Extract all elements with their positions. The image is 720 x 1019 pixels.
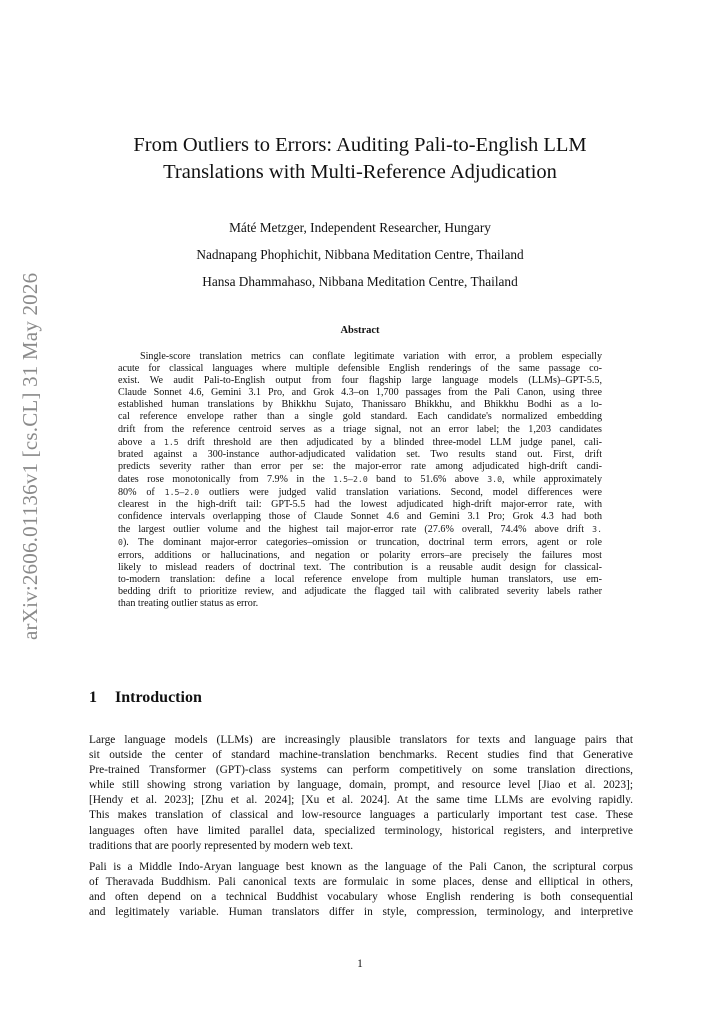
section-heading-introduction bbox=[89, 689, 202, 707]
page-number: 1 bbox=[357, 958, 363, 970]
paragraph-line: Pre-trained Transformer (GPT)-class systems can perform competitively on some translation directions, bbox=[89, 764, 633, 777]
paper-title bbox=[90, 132, 630, 186]
abstract-line: dates rose monotonically from 7.9% in the 1.5–2.0 band to 51.6% above 3.0, while approximately bbox=[118, 473, 603, 485]
abstract-line: clearest in the high-drift tail: GPT-5.5 had the lowest adjudicated high-drift major-error rate, with bbox=[118, 499, 602, 511]
code-value: 3.0 bbox=[487, 473, 503, 484]
intro-paragraph bbox=[89, 860, 633, 920]
abstract-heading: Abstract bbox=[340, 325, 380, 336]
paragraph-line: languages often have limited parallel data, specialized terminology, historical registers, and interpretive bbox=[89, 824, 633, 837]
abstract-line: Single-score translation metrics can conflate legitimate variation with error, a problem especially bbox=[140, 351, 602, 362]
abstract-line: drift from the reference centroid serves as a triage signal, not an error label; the 1,203 candidates bbox=[118, 423, 602, 435]
code-value: 1.5–2.0 bbox=[164, 487, 200, 498]
code-value: 1.5 bbox=[163, 436, 179, 447]
abstract-line: above a 1.5 drift threshold are then adjudicated by a blinded three-model LLM judge panel, cali- bbox=[118, 436, 602, 448]
author-line: Hansa Dhammahaso, Nibbana Meditation Centre, Thailand bbox=[202, 274, 518, 289]
paragraph-line: and often depend on a technical Buddhist vocabulary whose English rendering is both consequential bbox=[89, 891, 633, 904]
abstract-line: 80% of 1.5–2.0 outliers were judged valid translation variations. Second, model differences were bbox=[118, 487, 602, 499]
abstract-line: acute for classical languages where multiple defensible English renderings of the same passage co- bbox=[118, 363, 602, 375]
code-value: 0 bbox=[118, 537, 123, 548]
paragraph-line: and legitimately variable. Human translators differ in style, compression, terminology, and interpretive bbox=[89, 906, 633, 919]
abstract-line: cal reference envelope rather than a single gold standard. Each candidate's normalized embedding bbox=[118, 411, 602, 423]
paragraph-line: This makes translation of classical and low-resource languages a particularly important test case. These bbox=[89, 809, 633, 822]
title-line: Translations with Multi-Reference Adjudication bbox=[163, 161, 557, 183]
abstract-line: than treating outlier status as error. bbox=[118, 597, 259, 609]
arxiv-identifier-stamp: arXiv:2606.01136v1 [cs.CL] 31 May 2026 bbox=[18, 272, 42, 640]
abstract-line: established human translations by Bhikkhu Sujato, Thanissaro Bhikkhu, and Bhikkhu Bodhi as a lo- bbox=[118, 399, 602, 411]
abstract-line: Claude Sonnet 4.6, Gemini 3.1 Pro, and Grok 4.3–on 1,700 passages from the Pali Canon, using three bbox=[118, 387, 602, 399]
abstract-line: bedding drift to prioritize review, and adjudicate the flagged tail with calibrated severity labels rather bbox=[118, 585, 602, 597]
abstract-body bbox=[118, 351, 602, 610]
title-line: From Outliers to Errors: Auditing Pali-to-English LLM bbox=[133, 134, 587, 156]
abstract-line: errors, additions or hallucinations, and negation or polarity errors–are precisely the failures most bbox=[118, 549, 602, 561]
abstract-line: likely to mislead readers of doctrinal text. The contribution is a reusable audit design for classical- bbox=[118, 561, 602, 573]
paragraph-line: Large language models (LLMs) are increasingly plausible translators for texts and language pairs that bbox=[89, 734, 633, 746]
code-value: 3. bbox=[592, 524, 602, 535]
section-number: 1 bbox=[89, 689, 97, 706]
paragraph-line: traditions that are poorly represented by modern web text. bbox=[89, 839, 354, 852]
section-title: Introduction bbox=[115, 689, 202, 706]
code-value: 1.5–2.0 bbox=[333, 473, 368, 484]
abstract-line: 0). The dominant major-error categories–omission or truncation, doctrinal term errors, agent or role bbox=[118, 537, 602, 549]
abstract-line: predicts severity rather than error per se: the major-error rate among adjudicated high-drift candi- bbox=[118, 460, 602, 472]
abstract-line: confidence intervals overlapping those of Claude Sonnet 4.6 and Gemini 3.1 Pro; Grok 4.3 had both bbox=[118, 511, 602, 523]
author-line: Máté Metzger, Independent Researcher, Hungary bbox=[229, 220, 491, 235]
intro-paragraph bbox=[89, 733, 633, 854]
author-line: Nadnapang Phophichit, Nibbana Meditation Centre, Thailand bbox=[196, 247, 524, 262]
abstract-line: the largest outlier volume and the highest tail major-error rate (27.6% overall, 74.4% above drift 3. bbox=[118, 524, 602, 536]
paragraph-line: while still showing strong variation by language, domain, prompt, and resource level [Jiao et al. 2023]; bbox=[89, 779, 633, 792]
abstract-line: to-modern translation: define a local reference envelope from multiple human translators, use em- bbox=[118, 573, 602, 585]
paragraph-line: sit outside the center of standard machine-translation benchmarks. Recent studies find that Generative bbox=[89, 749, 633, 762]
abstract-line: exist. We audit Pali-to-English output from four flagship large language models (LLMs)–GPT-5.5, bbox=[118, 375, 602, 387]
paragraph-line: [Hendy et al. 2023]; [Zhu et al. 2024]; [Xu et al. 2024]. At the same time LLMs are evolving rapidly. bbox=[89, 794, 633, 807]
paragraph-line: Pali is a Middle Indo-Aryan language best known as the language of the Pali Canon, the scriptural corpus bbox=[89, 861, 633, 873]
paragraph-line: of Theravada Buddhism. Pali canonical texts are formulaic in some places, dense and elliptical in others, bbox=[89, 876, 633, 889]
abstract-line: brated against a 300-instance author-adjudicated validation set. Two results stand out. First, drift bbox=[118, 448, 602, 460]
